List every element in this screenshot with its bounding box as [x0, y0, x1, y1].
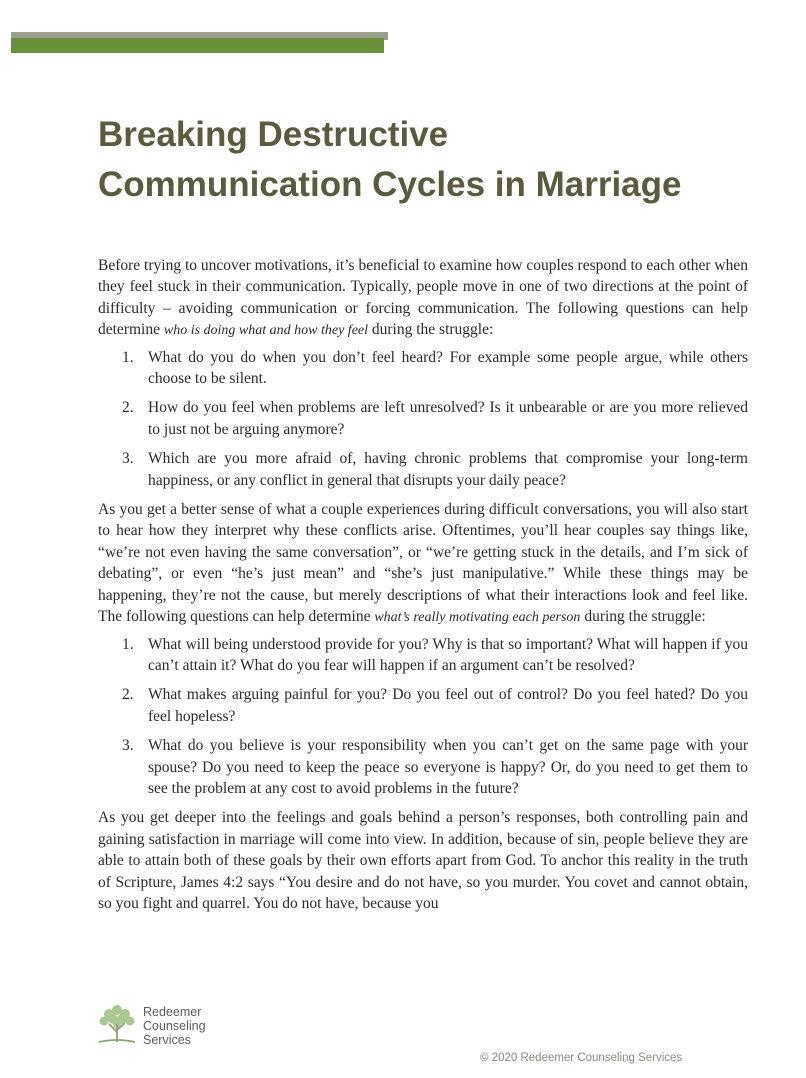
- list-item: [98, 347, 748, 390]
- list-number: 3.: [122, 737, 134, 755]
- title-line-2: Communication Cycles in Marriage: [98, 165, 682, 204]
- logo-wordmark: [143, 1005, 206, 1047]
- list-number: 2.: [122, 686, 134, 704]
- intro-paragraph: [98, 255, 748, 342]
- para2-text: As you get a better sense of what a couple experiences during difficult conversations, you will also start to hear how they interpret why these conflicts arise. Oftentimes, you’ll hear couples say things like, “we’re not even having the same conversation”, or “we’re getting stuck in the details, and I’m sick of debating”, or even “he’s just mean” and “she’s just manipulative.” While these things may be happening, they’re not the cause, but merely descriptions of what their interactions look and feel like. The following questions can help determine: [98, 501, 748, 626]
- question-list-2: [98, 634, 748, 800]
- document-body: [98, 255, 748, 914]
- logo-line-1: Redeemer: [143, 1005, 202, 1019]
- list-item: [98, 448, 748, 491]
- logo-line-3: Services: [143, 1033, 191, 1047]
- copyright-notice: © 2020 Redeemer Counseling Services: [480, 1052, 683, 1064]
- list-item: [98, 684, 748, 727]
- header-accent-bar: [11, 38, 384, 53]
- list-text: What do you believe is your responsibility when you can’t get on the same page with your spouse? Do you need to keep the peace so everyone is happy? Or, do you need to get them to see the problem at any cost to avoid problems in the future?: [148, 737, 748, 797]
- list-item: [98, 397, 748, 440]
- third-paragraph: As you get deeper into the feelings and goals behind a person’s responses, both controlling pain and gaining satisfaction in marriage will come into view. In addition, because of sin, people believe they are able to attain both of these goals by their own efforts apart from God. To anchor this reality in the truth of Scripture, James 4:2 says “You desire and do not have, so you murder. You covet and cannot obtain, so you fight and quarrel. You do not have, because you: [98, 809, 748, 912]
- list-text: What do you do when you don’t feel heard? For example some people argue, while others choose to be silent.: [148, 348, 748, 388]
- list-number: 3.: [122, 450, 134, 468]
- list-text: What will being understood provide for you? Why is that so important? What will happen if you can’t attain it? What do you fear will happen if an argument can’t be resolved?: [148, 635, 748, 674]
- list-item: [98, 634, 748, 677]
- list-number: 1.: [122, 635, 134, 653]
- list-text: How do you feel when problems are left unresolved? Is it unbearable or are you more relieved to just not be arguing anymore?: [148, 399, 748, 438]
- page-title: [98, 110, 778, 210]
- title-line-1: Breaking Destructive: [98, 115, 449, 154]
- list-item: [98, 735, 748, 799]
- list-text: What makes arguing painful for you? Do you feel out of control? Do you feel hated? Do you feel hopeless?: [148, 686, 748, 725]
- list-text: Which are you more afraid of, having chronic problems that compromise your long-term happiness, or any conflict in general that disrupts your daily peace?: [148, 450, 748, 489]
- logo-line-2: Counseling: [143, 1019, 206, 1033]
- para2-emphasis: what’s really motivating each person: [374, 610, 581, 626]
- second-paragraph: [98, 499, 748, 628]
- list-number: 1.: [122, 348, 134, 366]
- tree-icon: [95, 1002, 139, 1046]
- intro-text: Before trying to uncover motivations, it’s beneficial to examine how couples respond to each other when they feel stuck in their communication. Typically, people move in one of two directions at the point of difficulty – avoiding communication or forcing communication. The following questions can help determine: [98, 257, 748, 339]
- question-list-1: [98, 347, 748, 491]
- intro-emphasis: who is doing what and how they feel: [163, 323, 369, 339]
- list-number: 2.: [122, 399, 134, 417]
- para2-text-end: during the struggle:: [580, 608, 706, 626]
- footer-logo: [95, 1002, 255, 1052]
- intro-text-end: during the struggle:: [368, 321, 494, 339]
